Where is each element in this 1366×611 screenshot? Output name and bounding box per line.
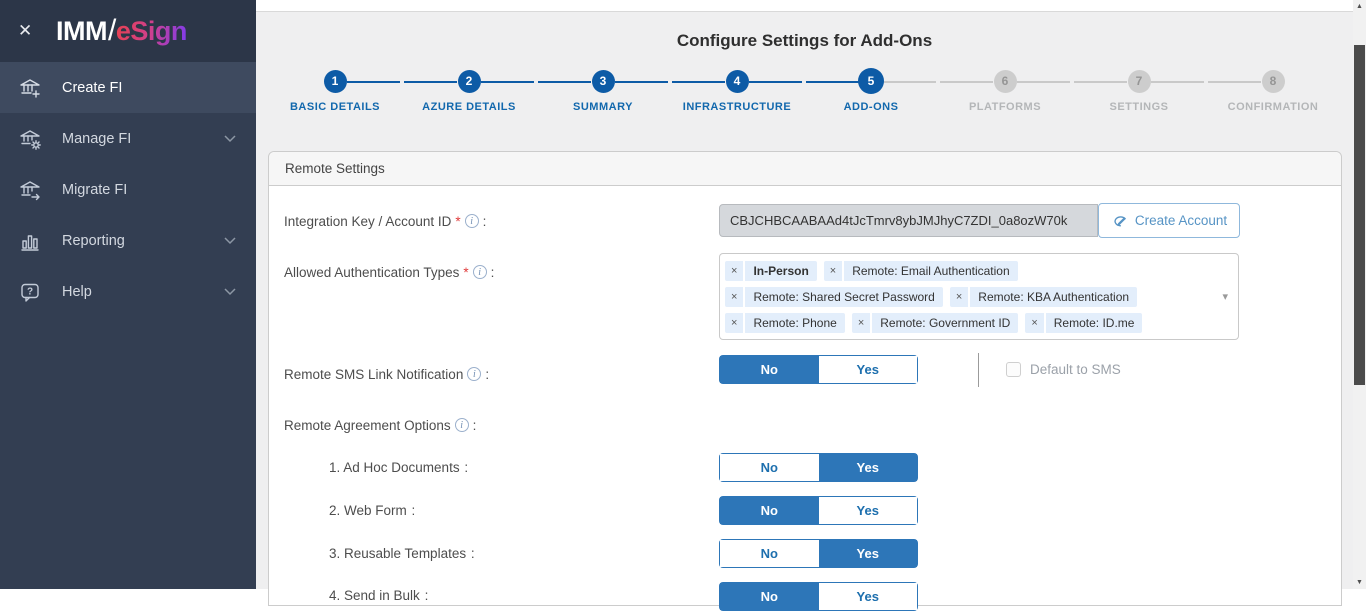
vertical-scrollbar[interactable] [1353, 0, 1366, 589]
step-circle[interactable]: 4 [726, 70, 749, 93]
bar-chart-icon [18, 229, 42, 253]
sidebar-item-label: Migrate FI [62, 181, 128, 198]
chevron-down-icon [224, 237, 238, 244]
reusable-templates-yes-button[interactable]: Yes [819, 540, 918, 567]
ad-hoc-no-button[interactable]: No [720, 454, 819, 481]
sidebar-item-migrate-fi[interactable] [0, 164, 256, 215]
step-label: SETTINGS [1109, 101, 1169, 113]
step-label: CONFIRMATION [1227, 101, 1319, 113]
step-circle[interactable]: 5 [858, 68, 884, 94]
web-form-no-button[interactable]: No [720, 497, 819, 524]
step-label: AZURE DETAILS [422, 101, 516, 113]
sidebar-header [0, 0, 256, 62]
default-to-sms-checkbox[interactable] [1006, 362, 1021, 377]
tag-row [725, 258, 1212, 284]
step-label: INFRASTRUCTURE [682, 101, 792, 113]
send-in-bulk-yes-button[interactable]: Yes [819, 583, 918, 610]
step-label: PLATFORMS [968, 101, 1042, 113]
auth-tag: × Remote: Email Authentication [824, 261, 1018, 281]
panel-title: Remote Settings [269, 152, 1341, 186]
bank-gear-icon [18, 127, 42, 151]
tag-row [725, 284, 1212, 310]
send-in-bulk-label: 4. Send in Bulk : [329, 588, 429, 603]
scroll-up-icon[interactable]: ▲ [1356, 3, 1363, 10]
sidebar-item-help[interactable] [0, 266, 256, 317]
main-area [256, 0, 1353, 604]
auth-tag: × Remote: Phone [725, 313, 845, 333]
sidebar-item-create-fi[interactable] [0, 62, 256, 113]
step-label: ADD-ONS [843, 101, 899, 113]
ad-hoc-documents-toggle [719, 453, 918, 482]
step-circle[interactable]: 3 [592, 70, 615, 93]
reusable-templates-no-button[interactable]: No [720, 540, 819, 567]
ad-hoc-yes-button[interactable]: Yes [819, 454, 918, 481]
chevron-down-icon [224, 288, 238, 295]
step-circle[interactable]: 7 [1128, 70, 1151, 93]
default-to-sms-label: Default to SMS [1030, 362, 1121, 377]
sms-link-label: Remote SMS Link Notification i : [284, 367, 490, 382]
dropdown-caret-icon[interactable]: ▾ [1222, 291, 1228, 303]
step-summary [536, 70, 670, 113]
remove-tag-icon[interactable]: × [725, 261, 743, 281]
remove-tag-icon[interactable]: × [950, 287, 968, 307]
info-icon[interactable]: i [467, 367, 481, 381]
sidebar-item-manage-fi[interactable] [0, 113, 256, 164]
remove-tag-icon[interactable]: × [1025, 313, 1043, 333]
sidebar-item-label: Help [62, 283, 92, 300]
step-circle[interactable]: 8 [1262, 70, 1285, 93]
remove-tag-icon[interactable]: × [824, 261, 842, 281]
create-account-button[interactable]: Create Account [1098, 203, 1240, 238]
send-in-bulk-no-button[interactable]: No [720, 583, 819, 610]
svg-text:?: ? [26, 286, 34, 297]
reusable-templates-toggle [719, 539, 918, 568]
panel-body [269, 186, 1341, 605]
send-in-bulk-toggle [719, 582, 918, 611]
auth-tag: × Remote: Government ID [852, 313, 1019, 333]
web-form-label: 2. Web Form : [329, 503, 416, 518]
info-icon[interactable]: i [473, 265, 487, 279]
auth-tag: × Remote: Shared Secret Password [725, 287, 943, 307]
sidebar [0, 0, 256, 589]
wizard-stepper [268, 70, 1340, 113]
step-settings [1072, 70, 1206, 113]
agreement-options-label: Remote Agreement Options i : [284, 418, 477, 433]
bank-arrow-icon [18, 178, 42, 202]
signature-pen-icon [1111, 212, 1128, 229]
step-infrastructure [670, 70, 804, 113]
remove-tag-icon[interactable]: × [725, 313, 743, 333]
scroll-down-icon[interactable]: ▼ [1356, 579, 1363, 586]
integration-key-label: Integration Key / Account ID * i : [284, 214, 487, 229]
scrollbar-thumb[interactable] [1354, 45, 1365, 385]
step-basic-details [268, 70, 402, 113]
step-circle[interactable]: 1 [324, 70, 347, 93]
divider [978, 353, 979, 387]
remove-tag-icon[interactable]: × [852, 313, 870, 333]
ad-hoc-documents-label: 1. Ad Hoc Documents : [329, 460, 469, 475]
sms-link-no-button[interactable]: No [720, 356, 819, 383]
auth-types-multiselect[interactable] [719, 253, 1239, 340]
sidebar-item-label: Manage FI [62, 130, 132, 147]
auth-tag: × Remote: ID.me [1025, 313, 1142, 333]
remove-tag-icon[interactable]: × [725, 287, 743, 307]
tag-row [725, 310, 1212, 336]
sms-link-yes-button[interactable]: Yes [819, 356, 918, 383]
sidebar-item-reporting[interactable] [0, 215, 256, 266]
step-label: BASIC DETAILS [289, 101, 381, 113]
auth-tag: × Remote: KBA Authentication [950, 287, 1137, 307]
auth-tag: × In-Person [725, 261, 817, 281]
step-add-ons [804, 70, 938, 113]
remote-settings-panel [268, 151, 1342, 606]
step-circle[interactable]: 6 [994, 70, 1017, 93]
sms-link-toggle [719, 355, 918, 384]
step-circle[interactable]: 2 [458, 70, 481, 93]
bank-plus-icon [18, 76, 42, 100]
reusable-templates-label: 3. Reusable Templates : [329, 546, 475, 561]
sidebar-item-label: Create FI [62, 79, 123, 96]
help-bubble-icon [18, 280, 42, 304]
sidebar-close-icon[interactable]: ✕ [18, 21, 33, 40]
web-form-yes-button[interactable]: Yes [819, 497, 918, 524]
step-platforms [938, 70, 1072, 113]
sidebar-item-label: Reporting [62, 232, 125, 249]
step-azure-details [402, 70, 536, 113]
step-label: SUMMARY [573, 101, 633, 113]
page-title: Configure Settings for Add-Ons [676, 31, 933, 50]
info-icon[interactable]: i [465, 214, 479, 228]
content-area [256, 11, 1353, 604]
step-confirmation [1206, 70, 1340, 113]
imm-esign-logo: IMM/eSign [56, 14, 187, 47]
chevron-down-icon [224, 135, 238, 142]
info-icon[interactable]: i [455, 418, 469, 432]
integration-key-input[interactable]: CBJCHBCAABAAd4tJcTmrv8ybJMJhyC7ZDI_0a8ozW70k [719, 204, 1098, 237]
web-form-toggle [719, 496, 918, 525]
auth-types-label: Allowed Authentication Types * i : [284, 265, 495, 280]
